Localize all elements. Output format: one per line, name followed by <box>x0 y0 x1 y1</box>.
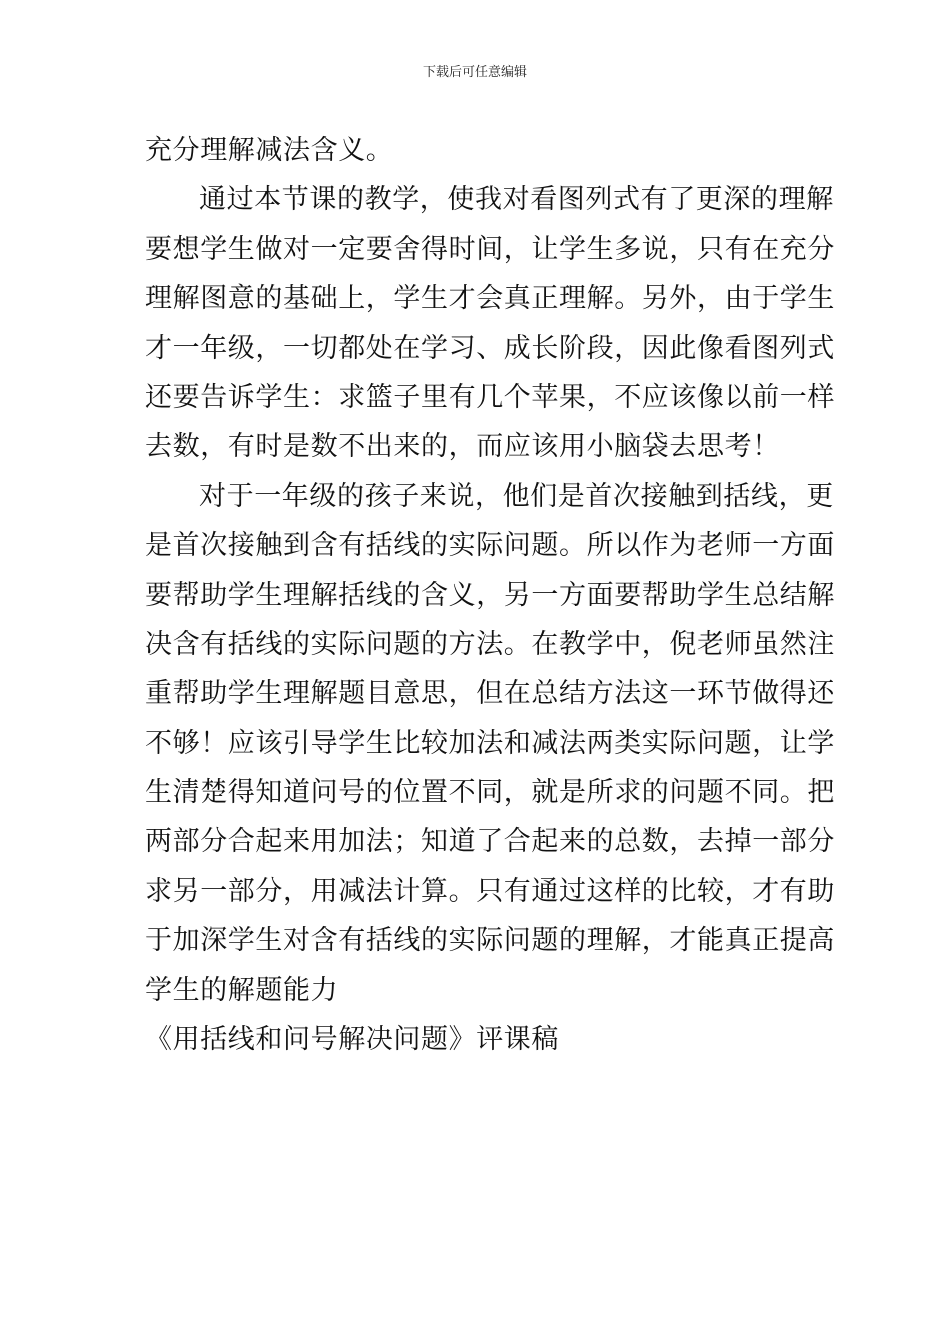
body-line: 去数，有时是数不出来的，而应该用小脑袋去思考！ <box>145 431 780 463</box>
body-line: 不够！应该引导学生比较加法和减法两类实际问题，让学 <box>145 727 835 759</box>
document-body <box>145 126 835 1064</box>
body-line: 重帮助学生理解题目意思，但在总结方法这一环节做得还 <box>145 678 835 710</box>
document-title: 《用括线和问号解决问题》评课稿 <box>145 1024 559 1056</box>
body-line: 才一年级，一切都处在学习、成长阶段，因此像看图列式 <box>145 332 835 364</box>
body-line: 决含有括线的实际问题的方法。在教学中，倪老师虽然注 <box>145 628 835 660</box>
page-header: 下载后可任意编辑 <box>422 65 527 80</box>
body-line: 还要告诉学生：求篮子里有几个苹果，不应该像以前一样 <box>145 381 835 413</box>
body-line: 理解图意的基础上，学生才会真正理解。另外，由于学生 <box>145 283 835 315</box>
body-line: 两部分合起来用加法；知道了合起来的总数，去掉一部分 <box>145 826 835 858</box>
body-line: 充分理解减法含义。 <box>145 135 394 166</box>
paragraph-first-line: 通过本节课的教学，使我对看图列式有了更深的理解 <box>199 184 834 216</box>
body-line: 要想学生做对一定要舍得时间，让学生多说，只有在充分 <box>145 233 835 265</box>
body-line: 是首次接触到含有括线的实际问题。所以作为老师一方面 <box>145 530 835 562</box>
body-line: 学生的解题能力 <box>145 974 339 1006</box>
body-line: 要帮助学生理解括线的含义，另一方面要帮助学生总结解 <box>145 579 835 611</box>
body-line: 生清楚得知道问号的位置不同，就是所求的问题不同。把 <box>145 777 835 809</box>
paragraph-first-line: 对于一年级的孩子来说，他们是首次接触到括线，更 <box>199 480 834 512</box>
body-line: 求另一部分，用减法计算。只有通过这样的比较，才有助 <box>145 875 835 907</box>
body-line: 于加深学生对含有括线的实际问题的理解，才能真正提高 <box>145 925 835 957</box>
